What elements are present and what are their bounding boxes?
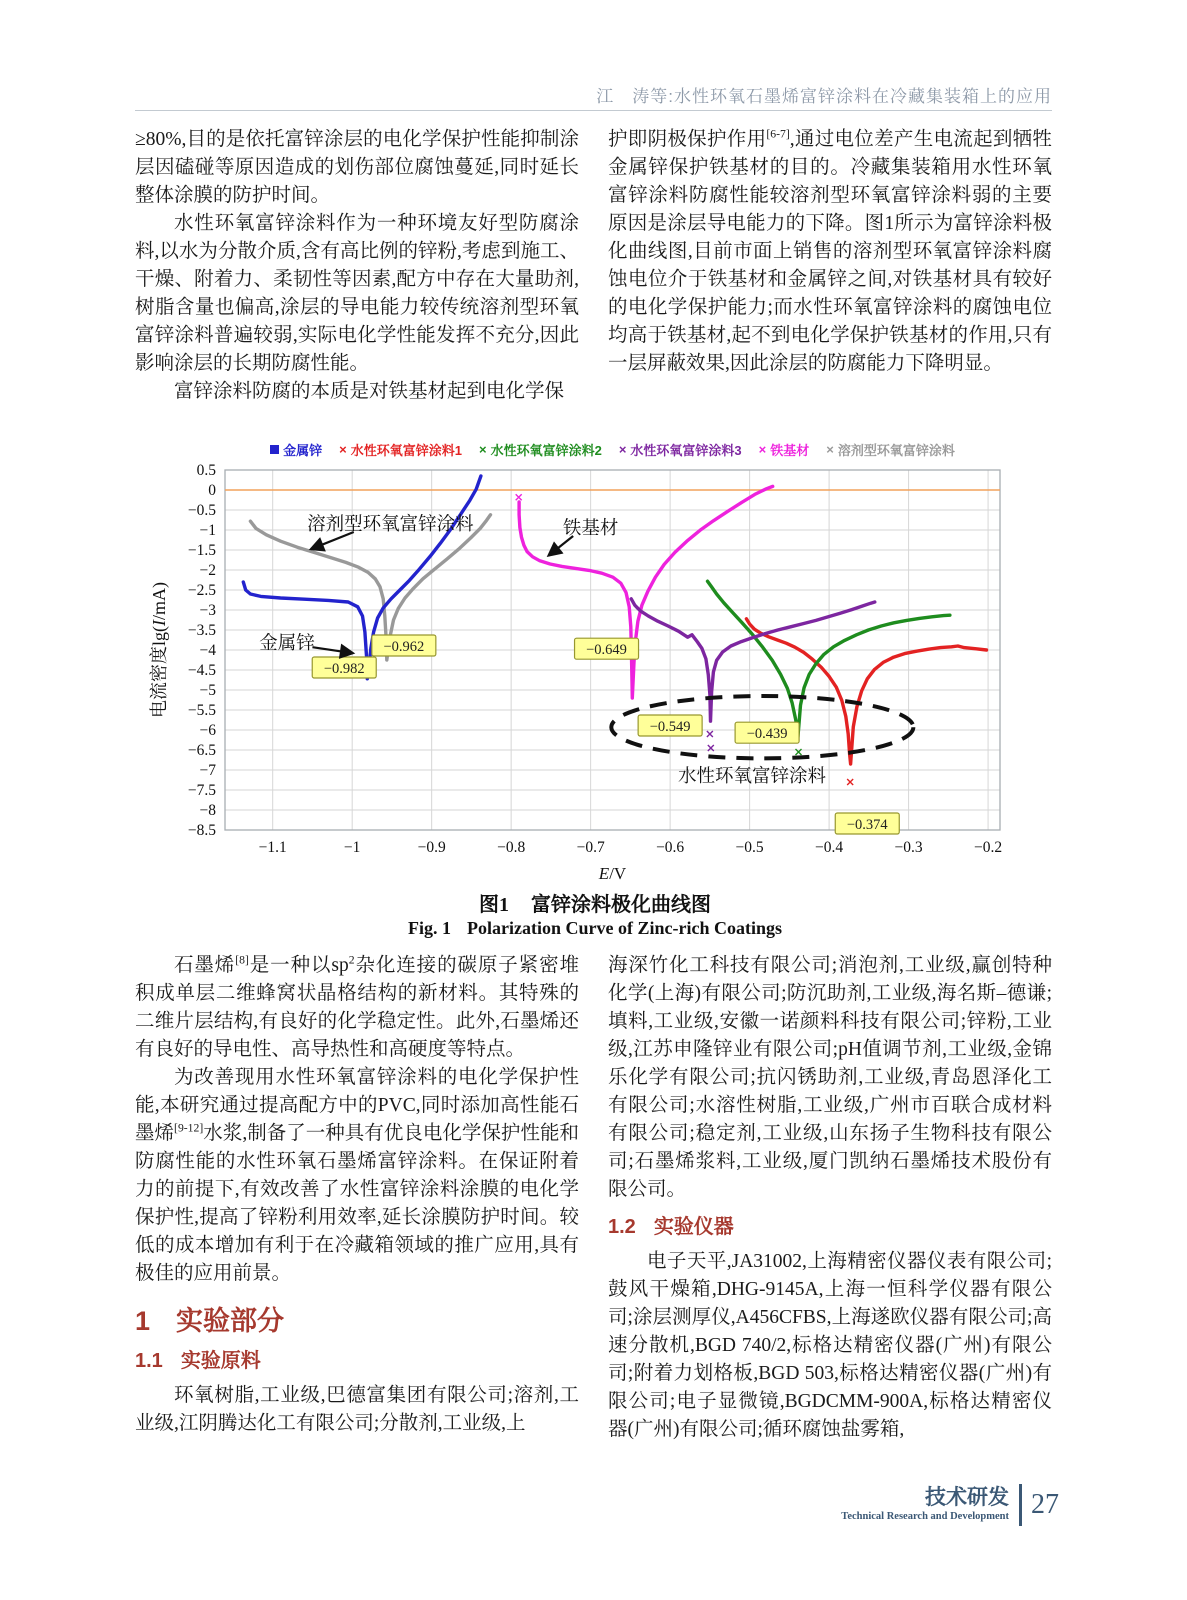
- figure-1-polarization-curves: [135, 428, 1055, 938]
- y-tick-label: −4: [199, 642, 216, 659]
- chart-annotation: 铁基材: [562, 519, 619, 539]
- legend-item: [339, 440, 462, 459]
- x-tick-label: −0.2: [974, 839, 1003, 856]
- x-tick-label: −0.4: [815, 839, 844, 856]
- chart-annotation: 金属锌: [259, 633, 315, 654]
- y-tick-label: −3: [199, 602, 216, 619]
- legend-label: 水性环氧富锌涂料3: [630, 443, 742, 458]
- paragraph: 电子天平,JA31002,上海精密仪器仪表有限公司;鼓风干燥箱,DHG-9145A,上海一恒科学仪器有限公司;涂层测厚仪,A456CFBS,上海遂欧仪器有限公司;高速分散机,BGD 740/2,标格达精密仪器(广州)有限公司;附着力划格板,BGD 503,标格达精密仪器(广州)有限公司;电子显微镜,BGDCMM-900A,标格达精密仪器(广州)有限公司;循环腐蚀盐雾箱,: [608, 1251, 1052, 1440]
- chart-legend: [225, 440, 1000, 459]
- section-heading-1: 1 实验部分: [135, 1306, 285, 1336]
- column-2-bottom: [608, 952, 1052, 1444]
- y-tick-label: −8.5: [187, 822, 216, 839]
- section-heading-1-2: 1.2 实验仪器: [608, 1216, 734, 1238]
- y-axis-title: 电流密度lg(I/mA): [149, 582, 169, 718]
- footer-divider: [1019, 1484, 1022, 1526]
- y-tick-label: −7: [199, 762, 216, 779]
- footer-section: [841, 1486, 1009, 1524]
- series-curve: [631, 599, 875, 721]
- section-heading-1-1: 1.1 实验原料: [135, 1350, 261, 1372]
- callout-value: −0.439: [746, 726, 788, 743]
- legend-label: 金属锌: [283, 443, 323, 458]
- x-tick-label: −1.1: [258, 839, 287, 856]
- polarization-chart: [135, 428, 1055, 883]
- x-tick-label: −0.6: [656, 839, 685, 856]
- x-tick-label: −1: [343, 839, 361, 856]
- y-tick-label: −8: [199, 802, 216, 819]
- y-tick-label: −1.5: [187, 542, 216, 559]
- x-tick-label: −0.9: [417, 839, 446, 856]
- y-tick-label: −5: [199, 682, 216, 699]
- paragraph: 海深竹化工科技有限公司;消泡剂,工业级,赢创特种化学(上海)有限公司;防沉助剂,工业级,海名斯–德谦;填料,工业级,安徽一诺颜料科技有限公司;锌粉,工业级,江苏申隆锌业有限公司;pH值调节剂,工业级,金锦乐化学有限公司;抗闪锈助剂,工业级,青岛恩泽化工有限公司;水溶性树脂,工业级,广州市百联合成材料有限公司;稳定剂,工业级,山东扬子生物科技有限公司;石墨烯浆料,工业级,厦门凯纳石墨烯技术股份有限公司。: [608, 955, 1052, 1200]
- y-tick-label: −5.5: [187, 702, 216, 719]
- legend-item: [479, 440, 602, 459]
- y-tick-label: −2.5: [187, 582, 216, 599]
- y-tick-label: −1: [199, 522, 216, 539]
- legend-x-marker-icon: ×: [758, 442, 767, 457]
- paragraph: ≥80%,目的是依托富锌涂层的电化学保护性能抑制涂层因磕碰等原因造成的划伤部位腐蚀蔓延,同时延长整体涂膜的防护时间。: [135, 129, 579, 206]
- y-tick-label: −7.5: [187, 782, 216, 799]
- chart-annotation: 水性环氧富锌涂料: [677, 767, 827, 787]
- figure-caption-en: Fig. 1 Polarization Curve of Zinc-rich Coatings: [408, 918, 782, 938]
- callout-value: −0.549: [649, 719, 691, 735]
- scatter-point: [847, 779, 853, 785]
- paragraph: 环氧树脂,工业级,巴德富集团有限公司;溶剂,工业级,江阴腾达化工有限公司;分散剂,工业级,上: [135, 1385, 579, 1434]
- series-curve: [519, 486, 773, 698]
- paragraph: 石墨烯[8]是一种以$sp^2$杂化连接的碳原子紧密堆积成单层二维蜂窝状晶格结构的新材料。其特殊的二维片层结构,有良好的化学稳定性。此外,石墨烯还有良好的导电性、高导热性和高硬度等特点。: [135, 953, 579, 1060]
- column-2-top: [608, 126, 1052, 378]
- paragraph: 护即阴极保护作用[6-7],通过电位差产生电流起到牺牲金属锌保护铁基材的目的。冷藏集装箱用水性环氧富锌涂料防腐性能较溶剂型环氧富锌涂料弱的主要原因是涂层导电能力的下降。图1所示为富锌涂料极化曲线图,目前市面上销售的溶剂型环氧富锌涂料腐蚀电位介于铁基材和金属锌之间,对铁基材具有较好的电化学保护能力;而水性环氧富锌涂料的腐蚀电位均高于铁基材,起不到电化学保护铁基材的作用,只有一层屏蔽效果,因此涂层的防腐能力下降明显。: [608, 127, 1052, 374]
- callout-value: −0.962: [383, 639, 425, 655]
- header-rule: [135, 110, 1052, 111]
- paragraph: 富锌涂料防腐的本质是对铁基材起到电化学保: [174, 381, 565, 402]
- x-tick-label: −0.8: [497, 839, 526, 856]
- callout-value: −0.649: [586, 642, 627, 659]
- callout-value: −0.982: [323, 661, 365, 677]
- page-number: 27: [1031, 1489, 1059, 1520]
- legend-label: 水性环氧富锌涂料2: [490, 443, 602, 458]
- legend-label: 水性环氧富锌涂料1: [350, 443, 462, 458]
- footer-section-en: Technical Research and Development: [841, 1511, 1009, 1522]
- y-tick-label: −6: [199, 722, 216, 739]
- scatter-point: [516, 494, 522, 500]
- x-axis-title: E/V: [598, 864, 627, 883]
- x-tick-label: −0.5: [735, 839, 764, 856]
- y-tick-label: 0: [208, 482, 216, 499]
- legend-item: [270, 440, 322, 459]
- legend-x-marker-icon: ×: [339, 442, 347, 457]
- legend-label: 溶剂型环氧富锌涂料: [837, 443, 955, 458]
- figure-caption-cn: 图1 富锌涂料极化曲线图: [479, 894, 711, 916]
- legend-label: 铁基材: [770, 443, 810, 458]
- column-1-top: [135, 126, 579, 406]
- y-tick-label: −6.5: [187, 742, 216, 759]
- legend-square-marker-icon: [270, 445, 279, 454]
- footer-section-cn: 技术研发: [925, 1486, 1009, 1509]
- chart-annotation: 溶剂型环氧富锌涂料: [307, 515, 474, 535]
- legend-item: [759, 440, 810, 459]
- running-title: 江 涛等:水性环氧石墨烯富锌涂料在冷藏集装箱上的应用: [596, 87, 1052, 106]
- x-tick-label: −0.3: [894, 839, 923, 856]
- y-tick-label: −4.5: [187, 662, 216, 679]
- y-tick-label: −3.5: [187, 622, 216, 639]
- scatter-point: [707, 731, 713, 737]
- legend-x-marker-icon: ×: [478, 442, 487, 457]
- y-tick-label: −2: [199, 562, 216, 579]
- x-tick-label: −0.7: [576, 839, 605, 856]
- legend-item: [619, 440, 742, 459]
- column-1-bottom: [135, 952, 579, 1438]
- page-footer: [841, 1484, 1059, 1526]
- paragraph: 为改善现用水性环氧富锌涂料的电化学保护性能,本研究通过提高配方中的PVC,同时添加高性能石墨烯[9-12]水浆,制备了一种具有优良电化学保护性能和防腐性能的水性环氧石墨烯富锌涂料。在保证附着力的前提下,有效改善了水性富锌涂料涂膜的电化学保护性,提高了锌粉利用效率,延长涂膜防护时间。较低的成本增加有利于在冷藏箱领域的推广应用,具有极佳的应用前景。: [135, 1067, 579, 1284]
- paragraph: 水性环氧富锌涂料作为一种环境友好型防腐涂料,以水为分散介质,含有高比例的锌粉,考虑到施工、干燥、附着力、柔韧性等因素,配方中存在大量助剂,树脂含量也偏高,涂层的导电能力较传统溶剂型环氧富锌涂料普遍较弱,实际电化学性能发挥不充分,因此影响涂层的长期防腐性能。: [135, 213, 579, 374]
- legend-x-marker-icon: ×: [618, 442, 627, 457]
- legend-item: [826, 440, 955, 459]
- legend-x-marker-icon: ×: [826, 442, 834, 457]
- y-tick-label: 0.5: [196, 462, 216, 479]
- annotation-arrow: [549, 536, 574, 556]
- callout-value: −0.374: [846, 817, 888, 833]
- y-tick-label: −0.5: [187, 502, 216, 519]
